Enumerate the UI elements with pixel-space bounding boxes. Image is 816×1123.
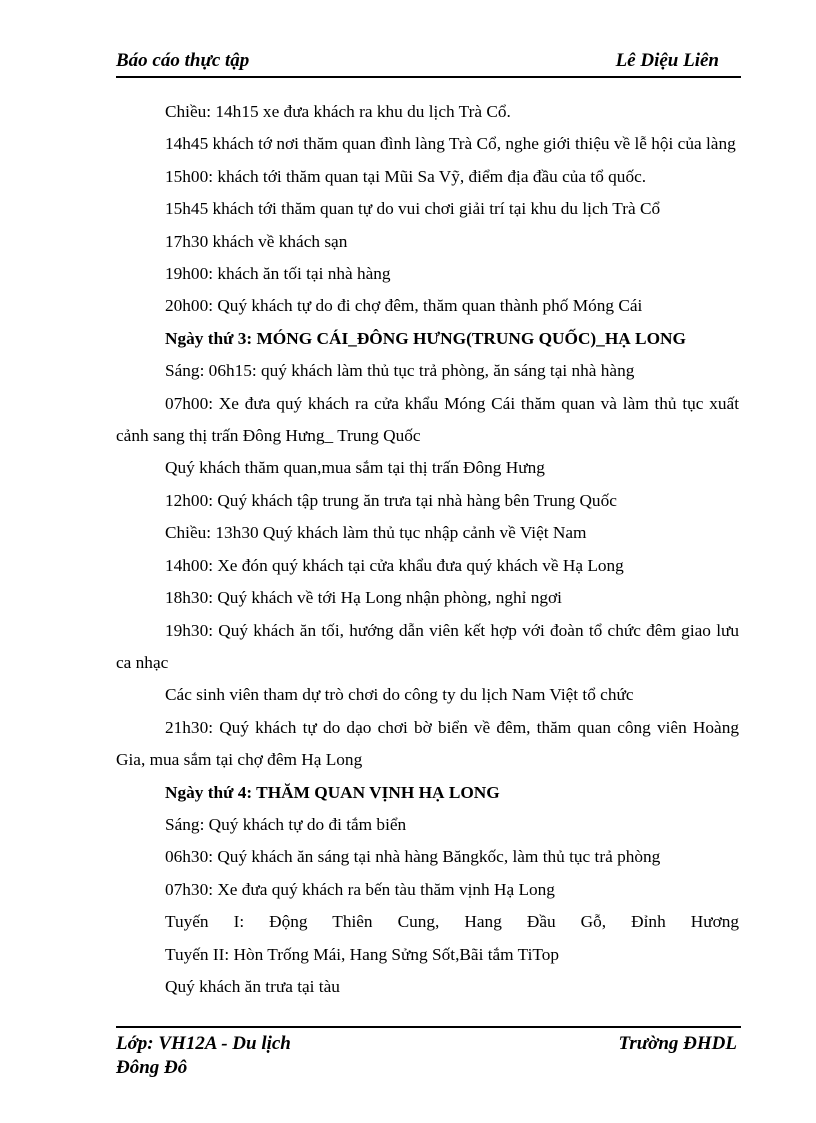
body-paragraph: Chiều: 13h30 Quý khách làm thủ tục nhập cảnh về Việt Nam [165,523,587,543]
body-paragraph: Tuyến I: Động Thiên Cung, Hang Đầu Gỗ, Đỉnh Hương [165,912,739,932]
body-paragraph: Sáng: Quý khách tự do đi tắm biển [165,814,407,834]
header-report-title: Báo cáo thực tập [116,50,250,71]
body-paragraph: Các sinh viên tham dự trò chơi do công ty du lịch Nam Việt tổ chức [165,685,634,705]
body-paragraph: 14h45 khách tớ nơi thăm quan đình làng Trà Cổ, nghe giới thiệu về lễ hội của làng [165,134,736,154]
body-paragraph: 15h45 khách tới thăm quan tự do vui chơi giải trí tại khu du lịch Trà Cổ [165,199,661,219]
body-paragraph: 19h30: Quý khách ăn tối, hướng dẫn viên kết hợp với đoàn tổ chức đêm giao lưu ca nhạc [116,620,739,672]
page-footer [116,1026,741,1078]
body-paragraph: 07h00: Xe đưa quý khách ra cửa khẩu Móng Cái thăm quan và làm thủ tục xuất cảnh sang thị trấn Đông Hưng_ Trung Quốc [116,393,739,446]
body-paragraph: Quý khách ăn trưa tại tàu [165,976,340,996]
page-header [116,50,741,78]
body-paragraph: 15h00: khách tới thăm quan tại Mũi Sa Vỹ, điểm địa đầu của tổ quốc. [165,166,647,186]
body-paragraph: Tuyến II: Hòn Trống Mái, Hang Sửng Sốt,Bãi tắm TiTop [165,944,560,964]
document-body [116,96,739,1003]
section-heading: Ngày thứ 4: THĂM QUAN VỊNH HẠ LONG [165,782,500,802]
footer-school-name: Trường ĐHDL [618,1033,737,1054]
body-paragraph: 12h00: Quý khách tập trung ăn trưa tại nhà hàng bên Trung Quốc [165,490,617,510]
body-paragraph: 07h30: Xe đưa quý khách ra bến tàu thăm vịnh Hạ Long [165,879,555,899]
body-paragraph: 18h30: Quý khách về tới Hạ Long nhận phòng, nghỉ ngơi [165,588,562,608]
body-paragraph: 21h30: Quý khách tự do dạo chơi bờ biển về đêm, thăm quan công viên Hoàng Gia, mua sắm tại chợ đêm Hạ Long [116,717,739,770]
body-paragraph: 14h00: Xe đón quý khách tại cửa khẩu đưa quý khách về Hạ Long [165,555,624,575]
body-paragraph: 06h30: Quý khách ăn sáng tại nhà hàng Băngkốc, làm thủ tục trả phòng [165,847,661,867]
body-paragraph: Sáng: 06h15: quý khách làm thủ tục trả phòng, ăn sáng tại nhà hàng [165,361,635,381]
section-heading: Ngày thứ 3: MÓNG CÁI_ĐÔNG HƯNG(TRUNG QUỐC)_HẠ LONG [165,328,686,348]
footer-class-info [116,1032,376,1080]
body-paragraph: Chiều: 14h15 xe đưa khách ra khu du lịch Trà Cổ. [165,102,511,121]
body-paragraph: 17h30 khách về khách sạn [165,231,348,251]
body-paragraph: 19h00: khách ăn tối tại nhà hàng [165,264,391,284]
footer-class-line-2: Đông Đô [116,1057,188,1078]
body-paragraph: 20h00: Quý khách tự do đi chợ đêm, thăm quan thành phố Móng Cái [165,296,643,316]
header-author-name: Lê Diệu Liên [615,50,719,71]
footer-class-line-1: Lớp: VH12A - Du lịch [116,1033,291,1054]
body-paragraph: Quý khách thăm quan,mua sắm tại thị trấn Đông Hưng [165,458,545,478]
